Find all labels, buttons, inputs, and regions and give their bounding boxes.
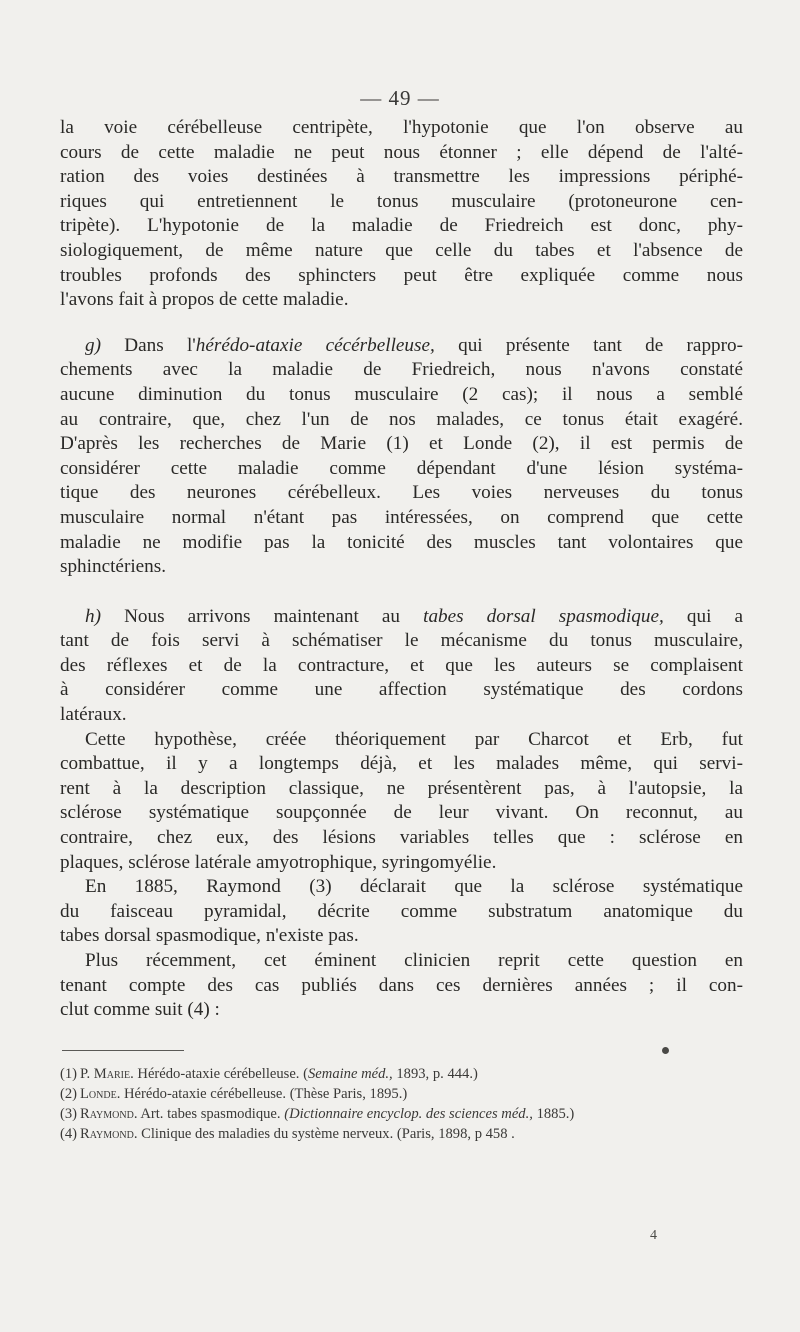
text-line: maladie ne modifie pas la tonicité des muscles tant volontaires que <box>60 531 743 553</box>
paragraph-6 <box>60 949 743 1023</box>
text-line: ration des voies destinées à transmettre les impressions périphé- <box>60 166 743 188</box>
paragraph-g <box>60 334 743 580</box>
text-line: du faisceau pyramidal, décrite comme substratum anatomique du <box>60 900 743 922</box>
text-line: musculaire normal n'étant pas intéressées, on comprend que cette <box>60 506 743 528</box>
footnote-2: (2) Londe. Hérédo-ataxie cérébelleuse. (Thèse Paris, 1895.) <box>60 1086 408 1102</box>
footnote-source: Semaine méd., <box>308 1066 393 1082</box>
text-line: riques qui entretiennent le tonus musculaire (protoneurone cen- <box>60 190 743 212</box>
text-line: tenant compte des cas publiés dans ces dernières années ; il con- <box>60 974 743 996</box>
text-line: la voie cérébelleuse centripète, l'hypotonie que l'on observe au <box>60 117 743 138</box>
signature-mark: 4 <box>650 1228 657 1243</box>
text-line: D'après les recherches de Marie (1) et Londe (2), il est permis de <box>60 433 743 455</box>
text-line: l'avons fait à propos de cette maladie. <box>60 289 349 311</box>
footnote-divider <box>62 1050 184 1051</box>
footnote-3: (3) Raymond. Art. tabes spasmodique. (Dictionnaire encyclop. des sciences méd., 1885.) <box>60 1106 575 1122</box>
body-text <box>60 116 743 1023</box>
footnote-author: Londe. <box>80 1086 121 1102</box>
text-line: rent à la description classique, ne présentèrent pas, à l'autopsie, la <box>60 777 743 799</box>
footnote-1: (1) P. Marie. Hérédo-ataxie cérébelleuse. (Semaine méd., 1893, p. 444.) <box>60 1066 478 1082</box>
section-marker: h) <box>85 605 101 627</box>
text-line: Plus récemment, cet éminent clinicien reprit cette question en <box>85 950 743 971</box>
footnotes <box>60 1064 743 1144</box>
text-line: clut comme suit (4) : <box>60 999 220 1021</box>
footnote-source: (Dictionnaire encyclop. des sciences méd., <box>284 1106 533 1122</box>
section-marker: g) <box>85 334 101 356</box>
text-line: chements avec la maladie de Friedreich, nous n'avons constaté <box>60 359 743 381</box>
ink-speck <box>662 1047 669 1054</box>
text-line: aucune diminution du tonus musculaire (2 cas); il nous a semblé <box>60 383 743 405</box>
paragraph-1 <box>60 116 743 313</box>
footnote-author: P. Marie. <box>80 1066 134 1082</box>
page-number: — 49 — <box>360 86 440 110</box>
text-line: tabes dorsal spasmodique, n'existe pas. <box>60 925 359 947</box>
text-line: cours de cette maladie ne peut nous étonner ; elle dépend de l'alté- <box>60 141 743 163</box>
text-line: troubles profonds des sphincters peut être expliquée comme nous <box>60 264 743 286</box>
text-line: latéraux. <box>60 704 127 726</box>
text-line: au contraire, que, chez l'un de nos malades, ce tonus était exagéré. <box>60 408 743 430</box>
text-line: tant de fois servi à schématiser le mécanisme du tonus musculaire, <box>60 630 743 652</box>
text-line: sphinctériens. <box>60 556 167 578</box>
text-line: des réflexes et de la contracture, et que les auteurs se complaisent <box>60 654 743 676</box>
text-line: contraire, chez eux, des lésions variables telles que : sclérose en <box>60 827 743 849</box>
text-line: considérer cette maladie comme dépendant d'une lésion systéma- <box>60 457 743 479</box>
footnote-4: (4) Raymond. Clinique des maladies du système nerveux. (Paris, 1898, p 458 . <box>60 1126 515 1142</box>
text-line: h) Nous arrivons maintenant au tabes dorsal spasmodique, qui a <box>85 605 744 627</box>
paragraph-5 <box>60 875 743 949</box>
text-line: à considérer comme une affection systématique des cordons <box>60 679 743 701</box>
text-line: combattue, il y a longtemps déjà, et les malades même, qui servi- <box>60 753 743 775</box>
paragraph-h <box>60 605 743 728</box>
emphasis-term: tabes dorsal spasmodique, <box>423 605 664 627</box>
text-line: Cette hypothèse, créée théoriquement par Charcot et Erb, fut <box>85 728 743 750</box>
paragraph-4 <box>60 728 743 876</box>
footnote-author: Raymond. <box>80 1106 138 1122</box>
footnote-author: Raymond. <box>80 1126 138 1142</box>
text-line: En 1885, Raymond (3) déclarait que la sclérose systématique <box>85 876 743 898</box>
emphasis-term: hérédo-ataxie cécérbelleuse, <box>195 334 435 356</box>
text-line: sclérose systématique soupçonnée de leur vivant. On reconnut, au <box>60 802 743 824</box>
text-line: tique des neurones cérébelleux. Les voies nerveuses du tonus <box>60 482 743 504</box>
text-line: tripète). L'hypotonie de la maladie de Friedreich est donc, phy- <box>60 215 743 237</box>
text-line: g) Dans l'hérédo-ataxie cécérbelleuse, qui présente tant de rappro- <box>85 334 744 356</box>
text-line: plaques, sclérose latérale amyotrophique, syringomyélie. <box>60 851 497 873</box>
text-line: siologiquement, de même nature que celle du tabes et l'absence de <box>60 239 743 261</box>
